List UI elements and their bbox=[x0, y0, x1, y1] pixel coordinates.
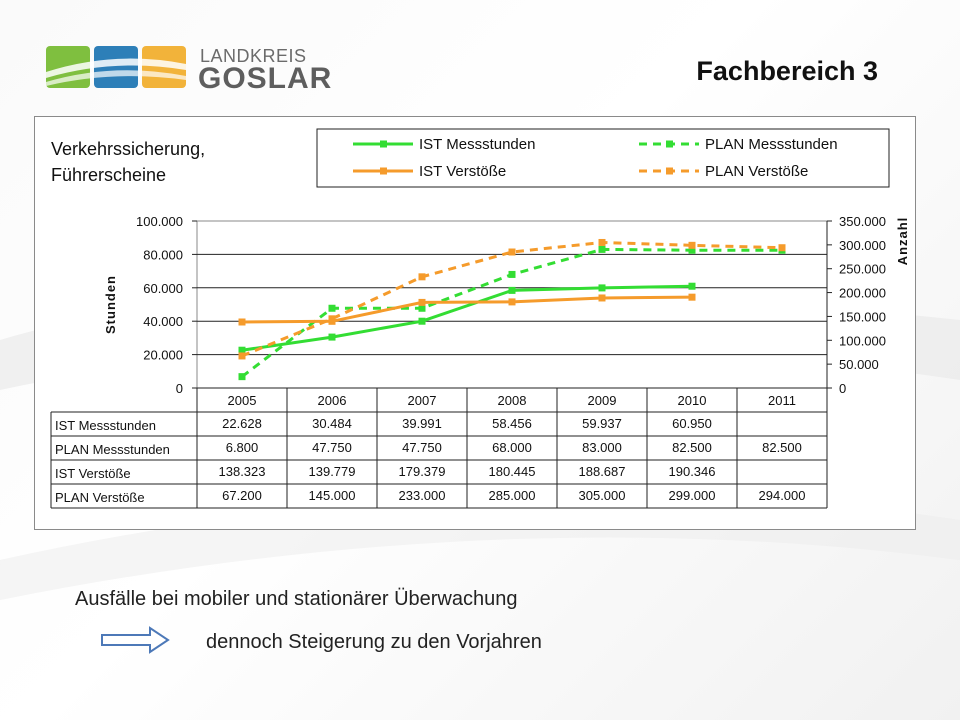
data-point bbox=[239, 352, 246, 359]
data-point bbox=[509, 249, 516, 256]
table-cell: 145.000 bbox=[308, 488, 356, 503]
data-point bbox=[689, 242, 696, 249]
table-cell: 138.323 bbox=[218, 464, 266, 479]
table-cell: 47.750 bbox=[402, 440, 442, 455]
left-axis-label: Stunden bbox=[103, 275, 118, 334]
right-tick-label: 300.000 bbox=[839, 237, 886, 253]
left-tick-label: 60.000 bbox=[143, 280, 183, 296]
table-cell: 139.779 bbox=[308, 464, 356, 479]
data-point bbox=[329, 305, 336, 312]
chart-panel bbox=[34, 116, 916, 530]
right-tick-label: 200.000 bbox=[839, 285, 886, 301]
table-cell: 83.000 bbox=[582, 440, 622, 455]
data-point bbox=[689, 294, 696, 301]
right-axis-label: Anzahl bbox=[895, 216, 910, 266]
legend-marker bbox=[380, 141, 387, 148]
data-point bbox=[599, 294, 606, 301]
table-cell: 190.346 bbox=[668, 464, 716, 479]
table-cell: 6.800 bbox=[225, 440, 259, 455]
data-point bbox=[779, 244, 786, 251]
right-tick-label: 350.000 bbox=[839, 214, 886, 229]
table-cell: 59.937 bbox=[582, 416, 622, 431]
legend-label: PLAN Verstöße bbox=[705, 163, 809, 180]
data-point bbox=[599, 284, 606, 291]
data-point bbox=[239, 319, 246, 326]
right-tick-label: 100.000 bbox=[839, 333, 886, 349]
data-point bbox=[419, 273, 426, 280]
category-label: 2011 bbox=[768, 393, 796, 408]
caption-line-1: Ausfälle bei mobiler und stationärer Überwachung bbox=[75, 588, 518, 610]
caption-line-2: dennoch Steigerung zu den Vorjahren bbox=[206, 631, 542, 653]
legend-marker bbox=[666, 141, 673, 148]
data-point bbox=[239, 373, 246, 380]
data-point bbox=[599, 239, 606, 246]
legend-label: PLAN Messstunden bbox=[705, 136, 838, 153]
table-cell: 67.200 bbox=[222, 488, 262, 503]
table-cell: 180.445 bbox=[488, 464, 536, 479]
right-arrow-icon bbox=[100, 626, 170, 654]
data-point bbox=[599, 246, 606, 253]
table-row-label: IST Verstöße bbox=[55, 466, 131, 481]
table-cell: 68.000 bbox=[492, 440, 532, 455]
table-row-label: PLAN Messstunden bbox=[55, 442, 170, 457]
table-row-label: PLAN Verstöße bbox=[55, 490, 145, 505]
data-point bbox=[689, 283, 696, 290]
legend-marker bbox=[666, 168, 673, 175]
table-cell: 22.628 bbox=[222, 416, 262, 431]
data-point bbox=[419, 318, 426, 325]
right-tick-label: 250.000 bbox=[839, 261, 886, 277]
logo-text-goslar: GOSLAR bbox=[198, 62, 333, 95]
data-point bbox=[509, 287, 516, 294]
right-tick-label: 150.000 bbox=[839, 309, 886, 325]
table-cell: 188.687 bbox=[578, 464, 626, 479]
table-cell: 233.000 bbox=[398, 488, 446, 503]
legend-label: IST Messstunden bbox=[419, 136, 536, 153]
data-point bbox=[329, 334, 336, 341]
table-cell: 82.500 bbox=[672, 440, 712, 455]
data-point bbox=[509, 271, 516, 278]
left-tick-label: 100.000 bbox=[136, 214, 183, 229]
category-label: 2006 bbox=[317, 393, 347, 408]
table-cell: 47.750 bbox=[312, 440, 352, 455]
table-cell: 82.500 bbox=[762, 440, 802, 455]
table-cell: 30.484 bbox=[312, 416, 352, 431]
table-cell: 305.000 bbox=[578, 488, 626, 503]
table-row-label: IST Messstunden bbox=[55, 418, 156, 433]
chart-title-line: Verkehrssicherung, bbox=[51, 139, 206, 159]
legend-marker bbox=[380, 168, 387, 175]
table-cell: 60.950 bbox=[672, 416, 712, 431]
legend-label: IST Verstöße bbox=[419, 163, 507, 180]
left-tick-label: 20.000 bbox=[143, 347, 183, 363]
table-cell: 294.000 bbox=[758, 488, 806, 503]
table-cell: 39.991 bbox=[402, 416, 442, 431]
chart-title-line: Führerscheine bbox=[51, 165, 167, 185]
table-cell: 285.000 bbox=[488, 488, 536, 503]
category-label: 2005 bbox=[227, 393, 257, 408]
left-tick-label: 0 bbox=[175, 381, 183, 396]
category-label: 2010 bbox=[677, 393, 707, 408]
right-tick-label: 50.000 bbox=[839, 357, 879, 373]
table-cell: 58.456 bbox=[492, 416, 532, 431]
left-tick-label: 40.000 bbox=[143, 314, 183, 330]
page-title: Fachbereich 3 bbox=[696, 56, 878, 86]
data-point bbox=[419, 299, 426, 306]
category-label: 2008 bbox=[497, 393, 527, 408]
table-cell: 179.379 bbox=[398, 464, 446, 479]
table-cell: 299.000 bbox=[668, 488, 716, 503]
category-label: 2009 bbox=[587, 393, 617, 408]
logo-text-landkreis: LANDKREIS bbox=[200, 46, 307, 66]
left-tick-label: 80.000 bbox=[143, 247, 183, 263]
data-point bbox=[509, 298, 516, 305]
data-point bbox=[329, 315, 336, 322]
right-tick-label: 0 bbox=[839, 381, 847, 396]
category-label: 2007 bbox=[407, 393, 437, 408]
line-chart bbox=[35, 117, 915, 529]
